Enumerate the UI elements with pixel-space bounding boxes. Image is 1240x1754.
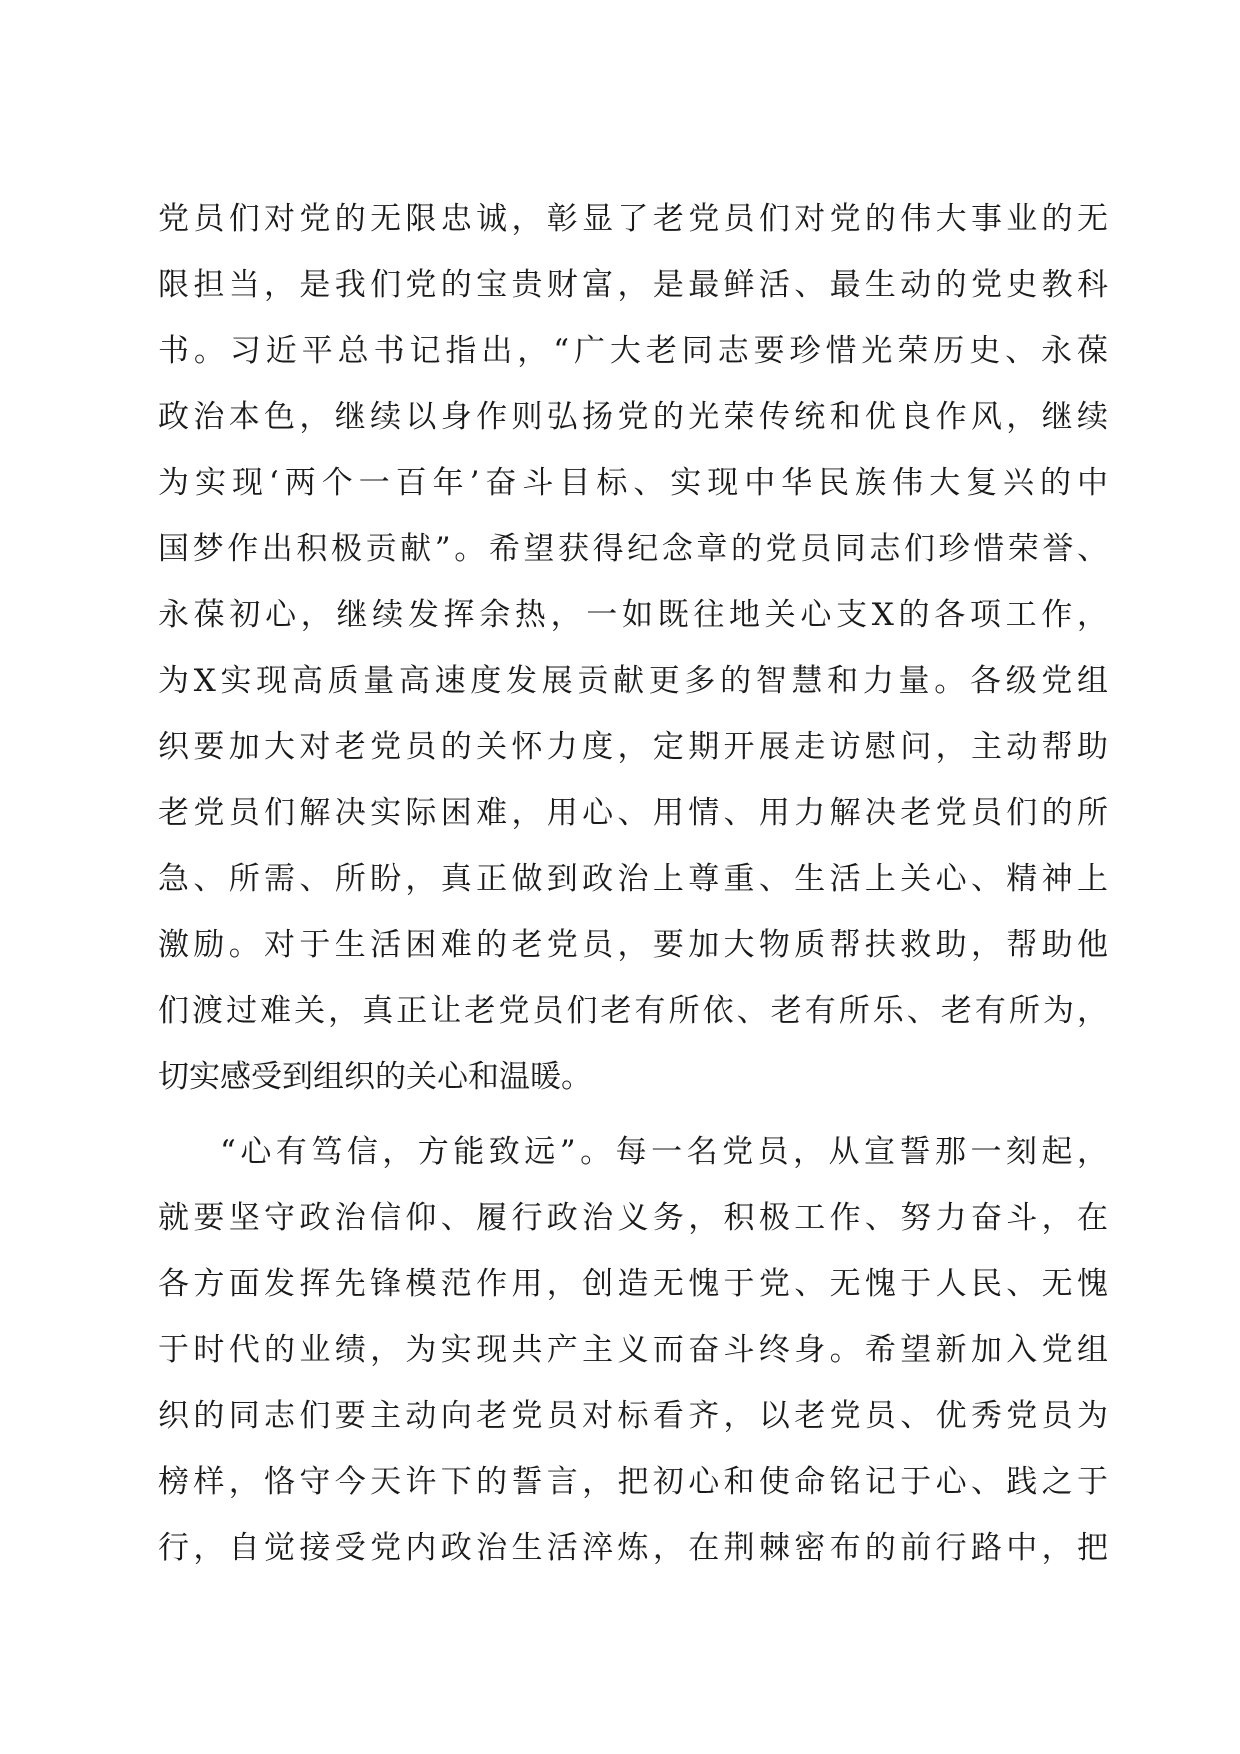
text-line: 织的同志们要主动向老党员对标看齐，以老党员、优秀党员为 <box>158 1398 1108 1434</box>
text-line: 于时代的业绩，为实现共产主义而奋斗终身。希望新加入党组 <box>158 1332 1108 1368</box>
text-line: 急、所需、所盼，真正做到政治上尊重、生活上关心、精神上 <box>158 861 1108 897</box>
text-line: 就要坚守政治信仰、履行政治义务，积极工作、努力奋斗，在 <box>158 1200 1108 1236</box>
paragraph <box>158 186 1108 1110</box>
text-line: 织要加大对老党员的关怀力度，定期开展走访慰问，主动帮助 <box>158 729 1108 765</box>
text-line: 激励。对于生活困难的老党员，要加大物质帮扶救助，帮助他 <box>158 927 1108 963</box>
text-line: 党员们对党的无限忠诚，彰显了老党员们对党的伟大事业的无 <box>158 201 1108 237</box>
paragraph-spacer <box>158 1110 1108 1119</box>
text-line: 国梦作出积极贡献”。希望获得纪念章的党员同志们珍惜荣誉、 <box>158 531 1108 567</box>
text-line: 榜样，恪守今天许下的誓言，把初心和使命铭记于心、践之于 <box>158 1464 1108 1500</box>
text-line: 政治本色，继续以身作则弘扬党的光荣传统和优良作风，继续 <box>158 399 1108 435</box>
text-line: 各方面发挥先锋模范作用，创造无愧于党、无愧于人民、无愧 <box>158 1266 1108 1302</box>
text-line: “心有笃信，方能致远”。每一名党员，从宣誓那一刻起， <box>220 1134 1108 1170</box>
text-line: 永葆初心，继续发挥余热，一如既往地关心支X的各项工作， <box>158 597 1108 633</box>
text-line: 老党员们解决实际困难，用心、用情、用力解决老党员们的所 <box>158 795 1108 831</box>
body-text <box>158 186 1108 1581</box>
text-line: 书。习近平总书记指出，“广大老同志要珍惜光荣历史、永葆 <box>158 333 1108 369</box>
text-line: 限担当，是我们党的宝贵财富，是最鲜活、最生动的党史教科 <box>158 267 1108 303</box>
text-line: 切实感受到组织的关心和温暖。 <box>158 1059 592 1095</box>
paragraph <box>158 1119 1108 1581</box>
text-line: 为X实现高质量高速度发展贡献更多的智慧和力量。各级党组 <box>158 663 1108 699</box>
text-line: 行，自觉接受党内政治生活淬炼，在荆棘密布的前行路中，把 <box>158 1530 1108 1566</box>
text-line: 们渡过难关，真正让老党员们老有所依、老有所乐、老有所为， <box>158 993 1108 1029</box>
text-line: 为实现‘两个一百年’奋斗目标、实现中华民族伟大复兴的中 <box>158 465 1108 501</box>
